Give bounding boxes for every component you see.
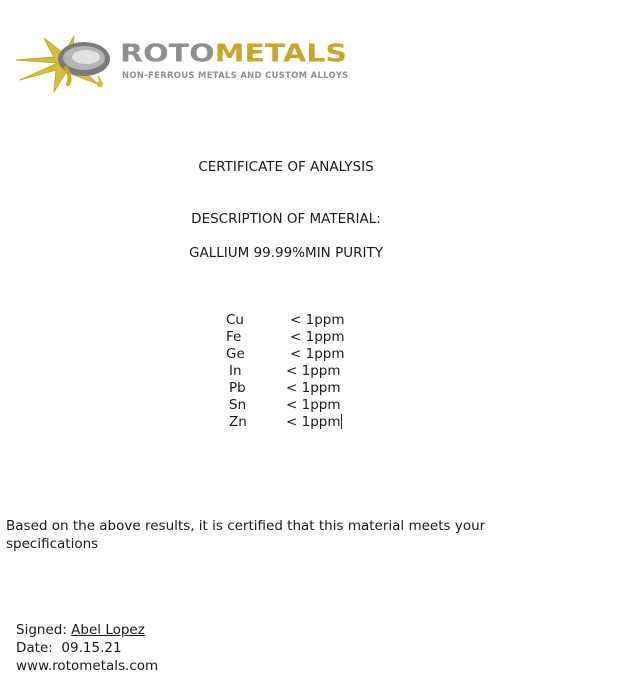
certification-statement: Based on the above results, it is certified that this material meets your specifications bbox=[6, 518, 486, 552]
element-value: < 1ppm bbox=[286, 414, 341, 430]
analysis-row bbox=[210, 329, 370, 346]
certificate-title: CERTIFICATE OF ANALYSIS bbox=[198, 159, 374, 175]
element-symbol: In bbox=[229, 363, 242, 379]
signature-block bbox=[16, 621, 158, 675]
material-name: GALLIUM 99.99%MIN PURITY bbox=[189, 245, 383, 261]
analysis-row bbox=[210, 397, 370, 414]
analysis-table bbox=[210, 312, 370, 431]
text-cursor bbox=[341, 414, 342, 429]
element-symbol: Ge bbox=[226, 346, 245, 362]
starburst-ladle-icon bbox=[14, 32, 114, 94]
element-symbol: Sn bbox=[229, 397, 247, 413]
element-value: < 1ppm bbox=[286, 397, 341, 413]
signed-line bbox=[16, 621, 158, 639]
element-symbol: Pb bbox=[229, 380, 246, 396]
signer-name: Abel Lopez bbox=[71, 622, 145, 638]
date-label: Date: bbox=[16, 640, 53, 656]
element-value: < 1ppm bbox=[290, 312, 345, 328]
date-value: 09.15.21 bbox=[61, 640, 122, 656]
brand-name-part2: METALS bbox=[214, 39, 347, 68]
element-value: < 1ppm bbox=[286, 380, 341, 396]
description-label: DESCRIPTION OF MATERIAL: bbox=[191, 211, 381, 227]
company-logo bbox=[14, 32, 434, 94]
analysis-row bbox=[210, 312, 370, 329]
element-symbol: Cu bbox=[226, 312, 244, 328]
brand-name-part1: ROTO bbox=[120, 39, 215, 68]
analysis-row bbox=[210, 363, 370, 380]
analysis-row bbox=[210, 380, 370, 397]
element-symbol: Zn bbox=[229, 414, 247, 430]
element-value: < 1ppm bbox=[290, 346, 345, 362]
analysis-row bbox=[210, 414, 370, 431]
brand-wordmark bbox=[120, 40, 347, 68]
date-line bbox=[16, 639, 158, 657]
analysis-row bbox=[210, 346, 370, 363]
website-link[interactable]: www.rotometals.com bbox=[16, 658, 159, 674]
element-symbol: Fe bbox=[226, 329, 242, 345]
signed-label: Signed: bbox=[16, 622, 67, 638]
element-value: < 1ppm bbox=[286, 363, 341, 379]
element-value-with-caret[interactable] bbox=[286, 414, 342, 431]
brand-tagline: NON-FERROUS METALS AND CUSTOM ALLOYS bbox=[122, 70, 349, 80]
element-value: < 1ppm bbox=[290, 329, 345, 345]
